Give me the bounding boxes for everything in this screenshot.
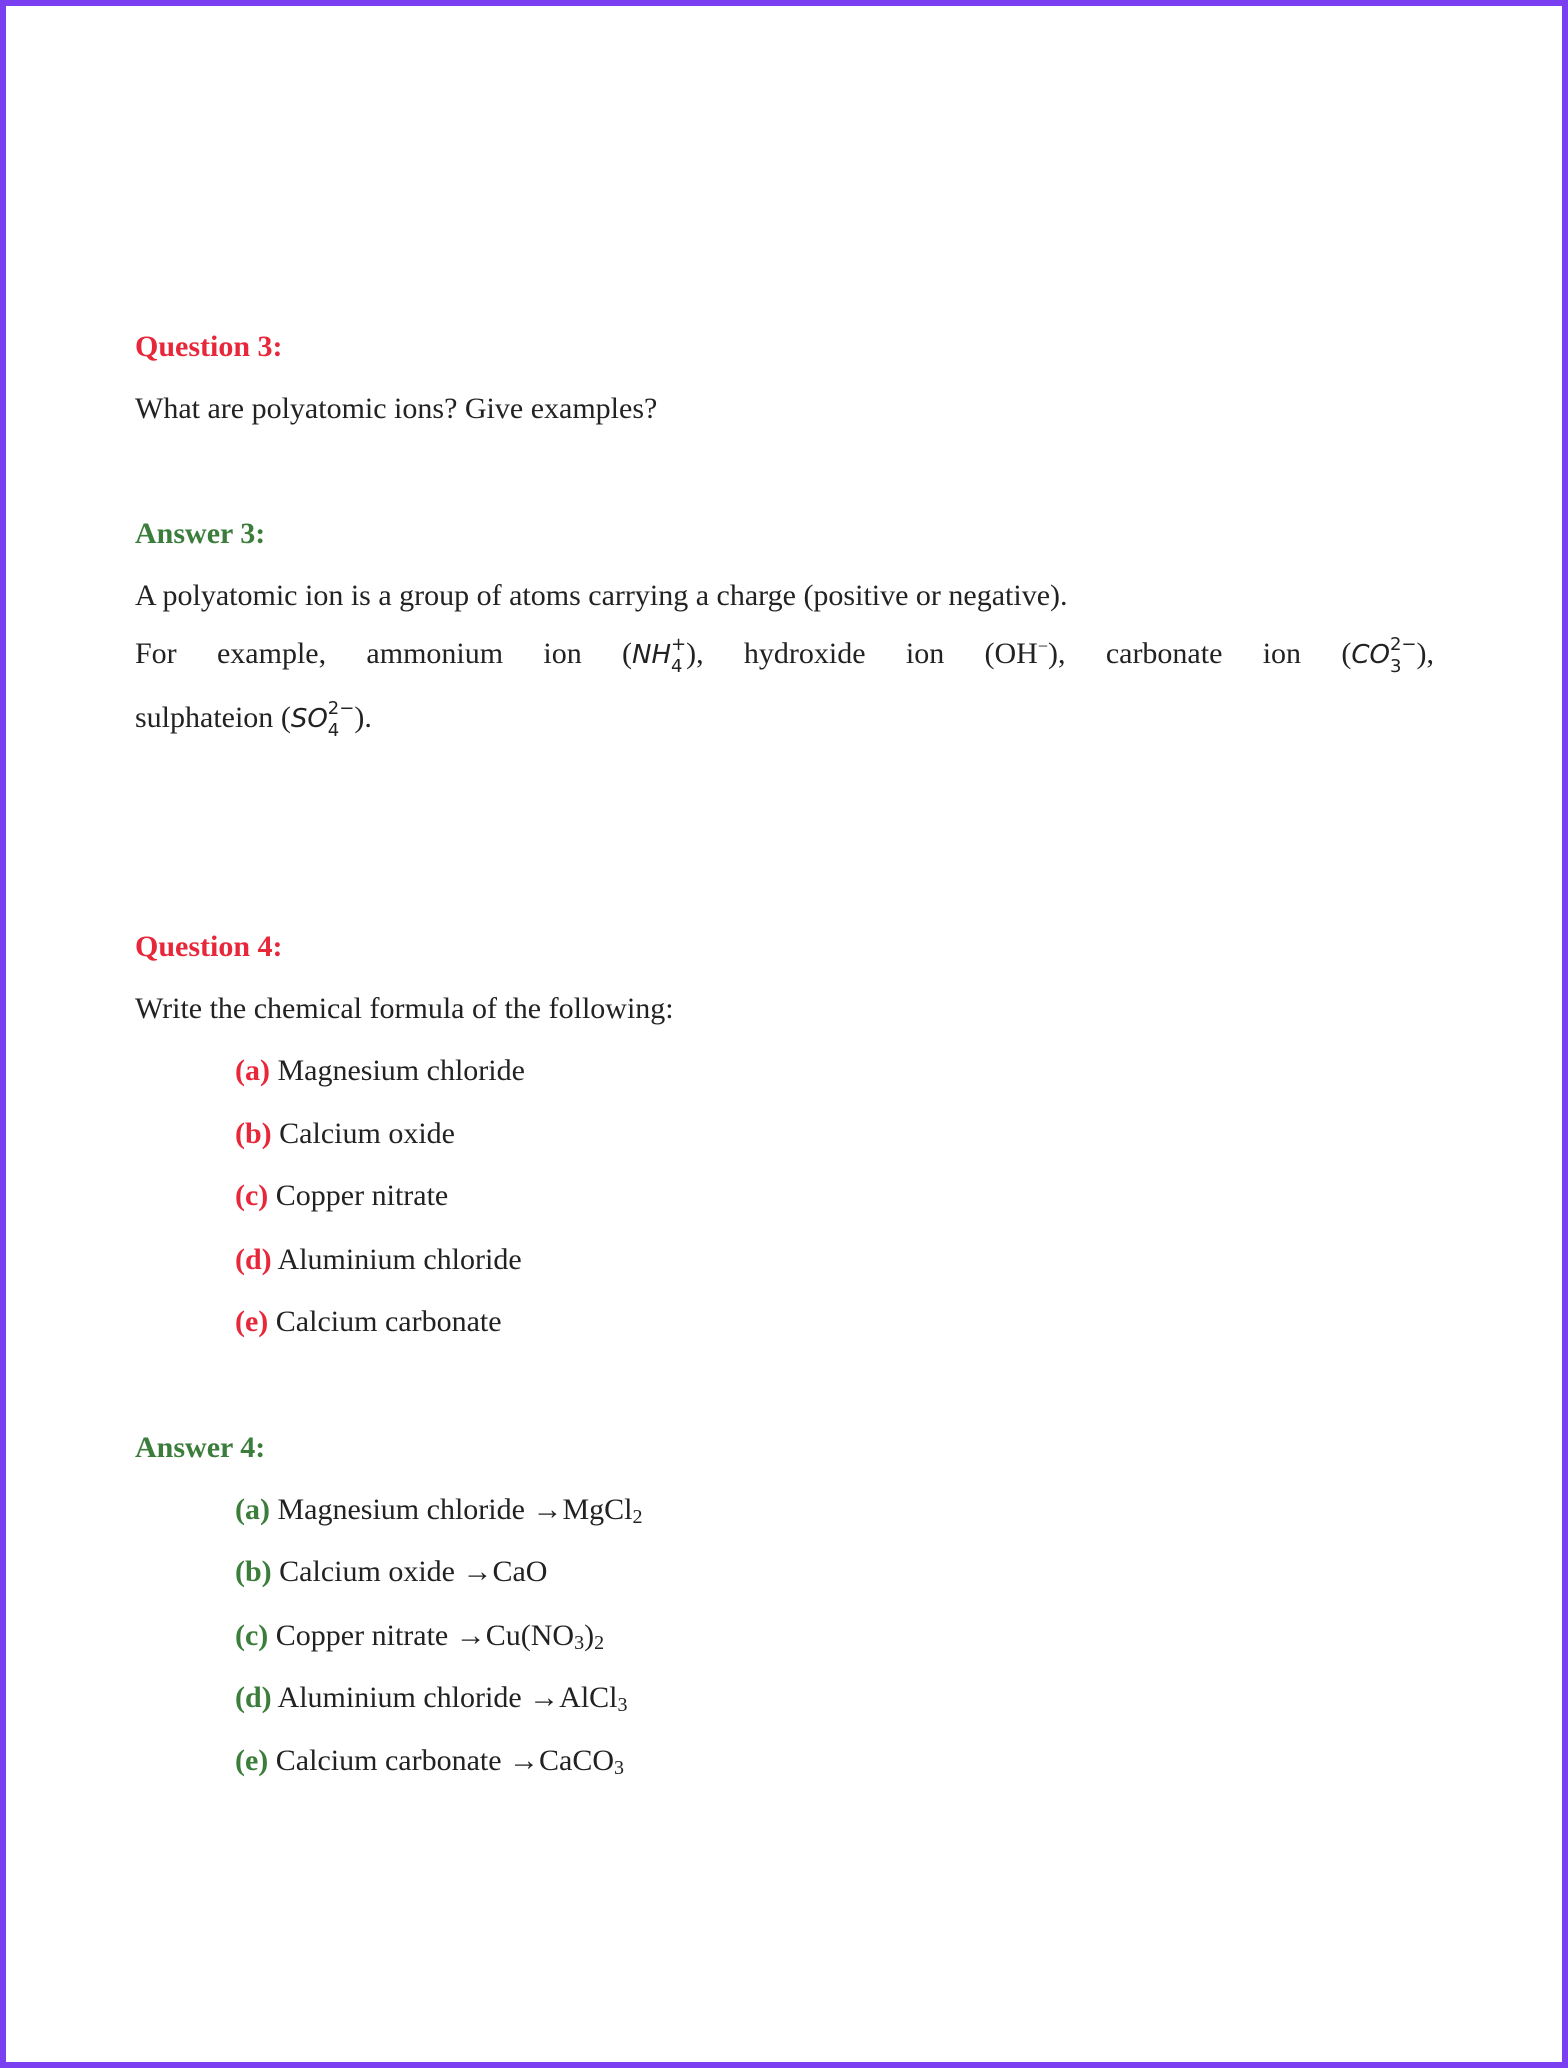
answer-4-item: (e) Calcium carbonate →CaCO3: [235, 1744, 625, 1779]
answer-4-heading: Answer 4:: [135, 1431, 266, 1464]
question-4-heading: Question 4:: [135, 930, 283, 963]
answer-4-item: (c) Copper nitrate →Cu(NO3)2: [235, 1619, 605, 1654]
ion-hydroxide: hydroxide ion (OH−),: [743, 635, 1066, 670]
question-4-item: (c) Copper nitrate: [235, 1179, 449, 1212]
answer-3-examples: [135, 634, 1434, 678]
question-3-heading: Question 3:: [135, 330, 283, 363]
answer-3-heading: Answer 3:: [135, 517, 266, 550]
question-4-item: (e) Calcium carbonate: [235, 1305, 502, 1338]
answer-4-item: (b) Calcium oxide →CaO: [235, 1555, 548, 1588]
ion-ammonium: ammonium ion (NH + 4 ),: [366, 634, 704, 677]
question-4-item: (a) Magnesium chloride: [235, 1054, 525, 1087]
answer-4-item: (a) Magnesium chloride →MgCl2: [235, 1493, 643, 1528]
answer-3-line-1: A polyatomic ion is a group of atoms carrying a charge (positive or negative).: [135, 579, 1068, 612]
question-3-text: What are polyatomic ions? Give examples?: [135, 392, 658, 425]
question-4-text: Write the chemical formula of the following:: [135, 992, 674, 1025]
question-4-item: (b) Calcium oxide: [235, 1117, 455, 1150]
examples-intro: For example,: [135, 636, 327, 670]
question-4-item: (d) Aluminium chloride: [235, 1243, 522, 1276]
ion-carbonate: carbonate ion (CO 2− 3 ),: [1105, 634, 1435, 677]
ion-sulphate: sulphateion (SO 2− 4 ).: [135, 698, 372, 741]
answer-4-item: (d) Aluminium chloride →AlCl3: [235, 1681, 628, 1716]
